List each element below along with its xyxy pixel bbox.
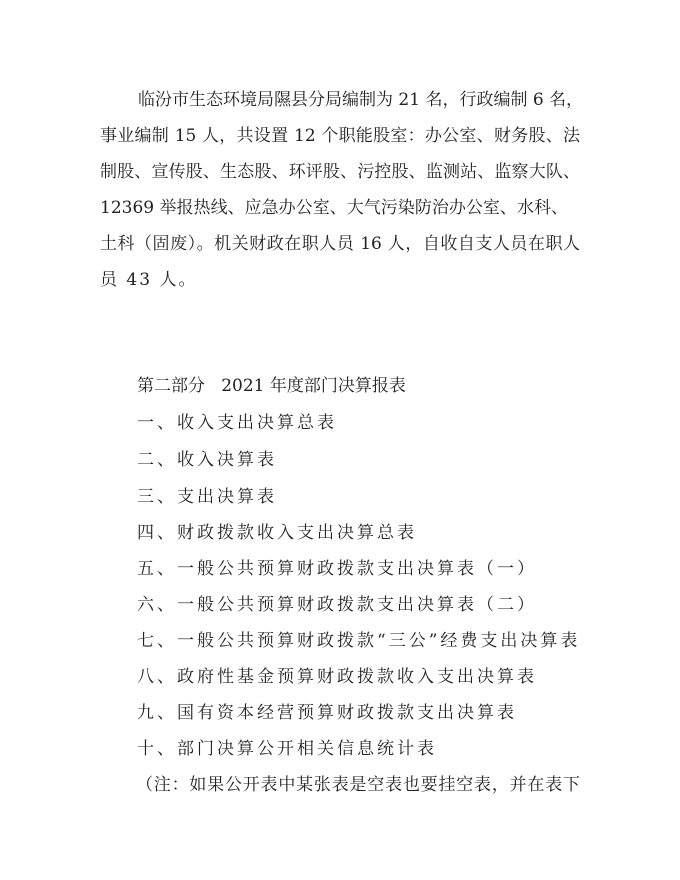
paragraph-line: 土科（固废）。机关财政在职人员 16 人，自收自支人员在职人: [100, 234, 580, 254]
paragraph-line: 员 43 人。: [100, 270, 198, 290]
section-heading: 第二部分 2021 年度部门决算报表: [137, 376, 406, 396]
list-item: 一、收入支出决算总表: [137, 413, 337, 433]
list-item: 十、部门决算公开相关信息统计表: [137, 739, 437, 759]
list-item: 三、支出决算表: [137, 487, 277, 507]
list-item: 二、收入决算表: [137, 450, 277, 470]
paragraph-line: 事业编制 15 人，共设置 12 个职能股室：办公室、财务股、法: [100, 126, 580, 146]
list-item: 九、国有资本经营预算财政拨款支出决算表: [137, 703, 517, 723]
list-item: 四、财政拨款收入支出决算总表: [137, 523, 417, 543]
paragraph-line: 12369 举报热线、应急办公室、大气污染防治办公室、水科、: [100, 198, 568, 218]
list-item: 六、一般公共预算财政拨款支出决算表（二）: [137, 595, 537, 615]
paragraph-line: 临汾市生态环境局隰县分局编制为 21 名，行政编制 6 名，: [138, 90, 584, 110]
list-item: 五、一般公共预算财政拨款支出决算表（一）: [137, 559, 537, 579]
list-item: 八、政府性基金预算财政拨款收入支出决算表: [137, 667, 537, 687]
note-text: （注：如果公开表中某张表是空表也要挂空表，并在表下: [136, 775, 580, 795]
paragraph-line: 制股、宣传股、生态股、环评股、污控股、监测站、监察大队、: [100, 162, 580, 182]
list-item: 七、一般公共预算财政拨款“三公”经费支出决算表: [137, 631, 581, 651]
